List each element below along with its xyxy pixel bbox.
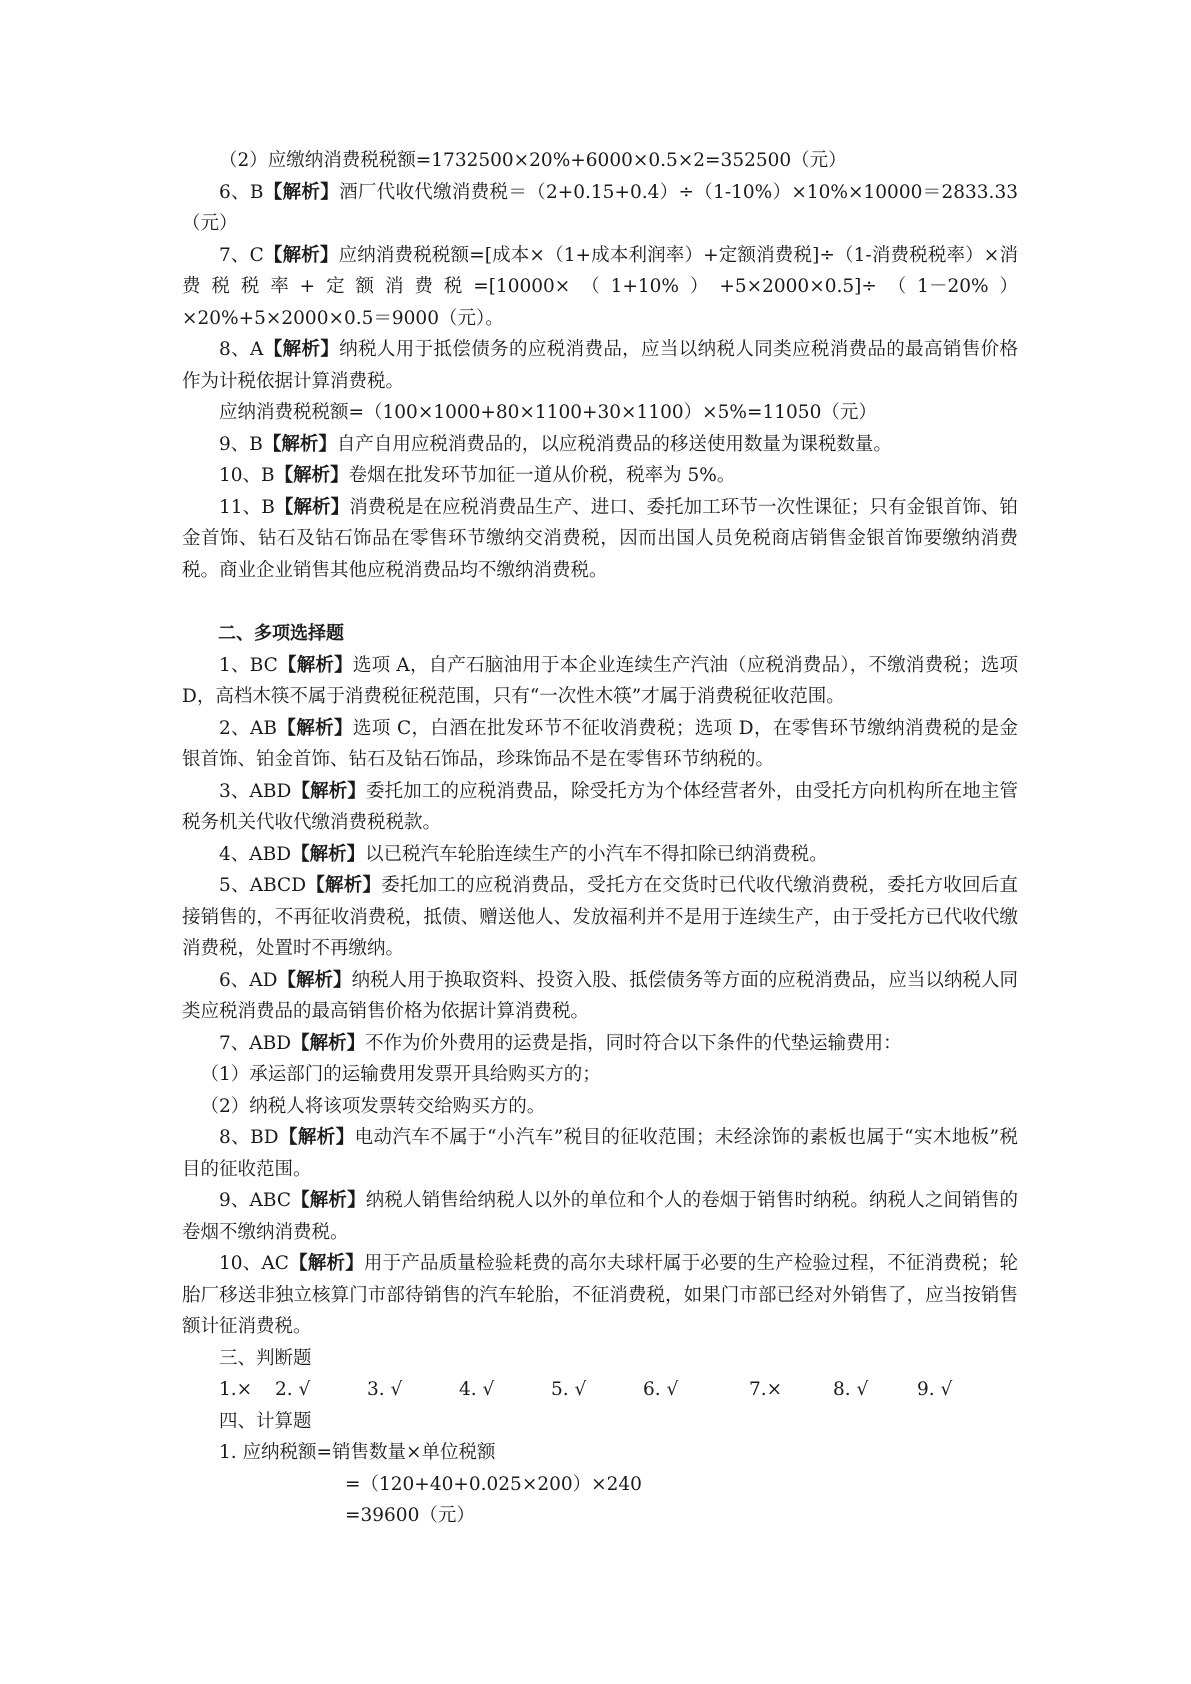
answer-item-8: 8、A【解析】纳税人用于抵偿债务的应税消费品，应当以纳税人同类应税消费品的最高销售价格作为计税依据计算消费税。 [182, 339, 1018, 392]
tf-answer: 1.× [219, 1379, 253, 1400]
document-body [182, 145, 1018, 1532]
tf-answer: 6. √ [643, 1379, 679, 1400]
section-heading-calculation: 四、计算题 [219, 1410, 312, 1432]
true-false-answers [182, 1374, 1018, 1406]
answer-item-11: 11、B【解析】消费税是在应税消费品生产、进口、委托加工环节一次性课征；只有金银首饰、铂金首饰、钻石及钻石饰品在零售环节缴纳交消费税，因而出国人员免税商店销售金银首饰要缴纳消费税。商业企业销售其他应税消费品均不缴纳消费税。 [182, 496, 1018, 581]
answer-item-8-calc: 应纳消费税税额=（100×1000+80×1100+30×1100）×5%=11050（元） [219, 402, 877, 423]
mc-answer-2: 2、AB【解析】选项 C，白酒在批发环节不征收消费税；选项 D，在零售环节缴纳消费税的是金银首饰、铂金首饰、钻石及钻石饰品，珍珠饰品不是在零售环节纳税的。 [182, 717, 1018, 770]
mc-answer-4: 4、ABD【解析】以已税汽车轮胎连续生产的小汽车不得扣除已纳消费税。 [219, 843, 828, 865]
calc-line-2: =（120+40+0.025×200）×240 [345, 1473, 642, 1495]
section-heading-multiple-choice: 二、多项选择题 [218, 623, 344, 644]
mc-answer-7-condition-2: （2）纳税人将该项发票转交给购买方的。 [200, 1095, 546, 1117]
tf-answer: 5. √ [551, 1379, 587, 1400]
mc-answer-8: 8、BD【解析】电动汽车不属于“小汽车”税目的征收范围；未经涂饰的素板也属于“实木地板”税目的征收范围。 [182, 1127, 1018, 1180]
answer-item-7: 7、C【解析】应纳消费税税额=[成本×（1+成本利润率）+定额消费税]÷（1-消费税税率）×消费税税率+定额消费税=[10000×（1+10%）+5×2000×0.5]÷（1－20%）×20%+5×2000×0.5＝9000（元）。 [182, 244, 1018, 329]
section-gap [182, 586, 1018, 618]
section-heading-true-false: 三、判断题 [219, 1347, 312, 1369]
answer-item-6: 6、B【解析】酒厂代收代缴消费税＝（2+0.15+0.4）÷（1-10%）×10%×10000＝2833.33（元） [182, 181, 1018, 234]
answer-item-9: 9、B【解析】自产自用应税消费品的，以应税消费品的移送使用数量为课税数量。 [219, 433, 892, 455]
tf-answer: 8. √ [833, 1379, 869, 1400]
tf-answer: 7.× [749, 1379, 783, 1400]
mc-answer-7-condition-1: （1）承运部门的运输费用发票开具给购买方的； [200, 1064, 601, 1085]
tf-answer: 4. √ [459, 1379, 495, 1400]
mc-answer-1: 1、BC【解析】选项 A，自产石脑油用于本企业连续生产汽油（应税消费品），不缴消费税；选项 D，高档木筷不属于消费税征税范围，只有“一次性木筷”才属于消费税征收范围。 [182, 654, 1018, 707]
mc-answer-10: 10、AC【解析】用于产品质量检验耗费的高尔夫球杆属于必要的生产检验过程，不征消费税；轮胎厂移送非独立核算门市部待销售的汽车轮胎，不征消费税，如果门市部已经对外销售了，应当按销售额计征消费税。 [182, 1253, 1018, 1337]
mc-answer-5: 5、ABCD【解析】委托加工的应税消费品，受托方在交货时已代收代缴消费税，委托方收回后直接销售的，不再征收消费税，抵债、赠送他人、发放福利并不是用于连续生产，由于受托方已代收代缴消费税，处置时不再缴纳。 [182, 875, 1018, 959]
answer-item-10: 10、B【解析】卷烟在批发环节加征一道从价税，税率为 5%。 [219, 465, 736, 486]
answer-line: （2）应缴纳消费税税额=1732500×20%+6000×0.5×2=352500（元） [219, 150, 847, 171]
mc-answer-6: 6、AD【解析】纳税人用于换取资料、投资入股、抵偿债务等方面的应税消费品，应当以纳税人同类应税消费品的最高销售价格为依据计算消费税。 [182, 969, 1018, 1022]
tf-answer: 9. √ [917, 1379, 953, 1400]
calc-line-1: 1. 应纳税额=销售数量×单位税额 [219, 1442, 496, 1463]
tf-answer: 2. √ [275, 1379, 311, 1400]
mc-answer-7: 7、ABD【解析】不作为价外费用的运费是指，同时符合以下条件的代垫运输费用： [219, 1032, 902, 1054]
calc-line-3: =39600（元） [345, 1505, 475, 1526]
mc-answer-3: 3、ABD【解析】委托加工的应税消费品，除受托方为个体经营者外，由受托方向机构所在地主管税务机关代收代缴消费税税款。 [182, 780, 1018, 833]
mc-answer-9: 9、ABC【解析】纳税人销售给纳税人以外的单位和个人的卷烟于销售时纳税。纳税人之间销售的卷烟不缴纳消费税。 [182, 1190, 1018, 1243]
tf-answer: 3. √ [367, 1379, 403, 1400]
